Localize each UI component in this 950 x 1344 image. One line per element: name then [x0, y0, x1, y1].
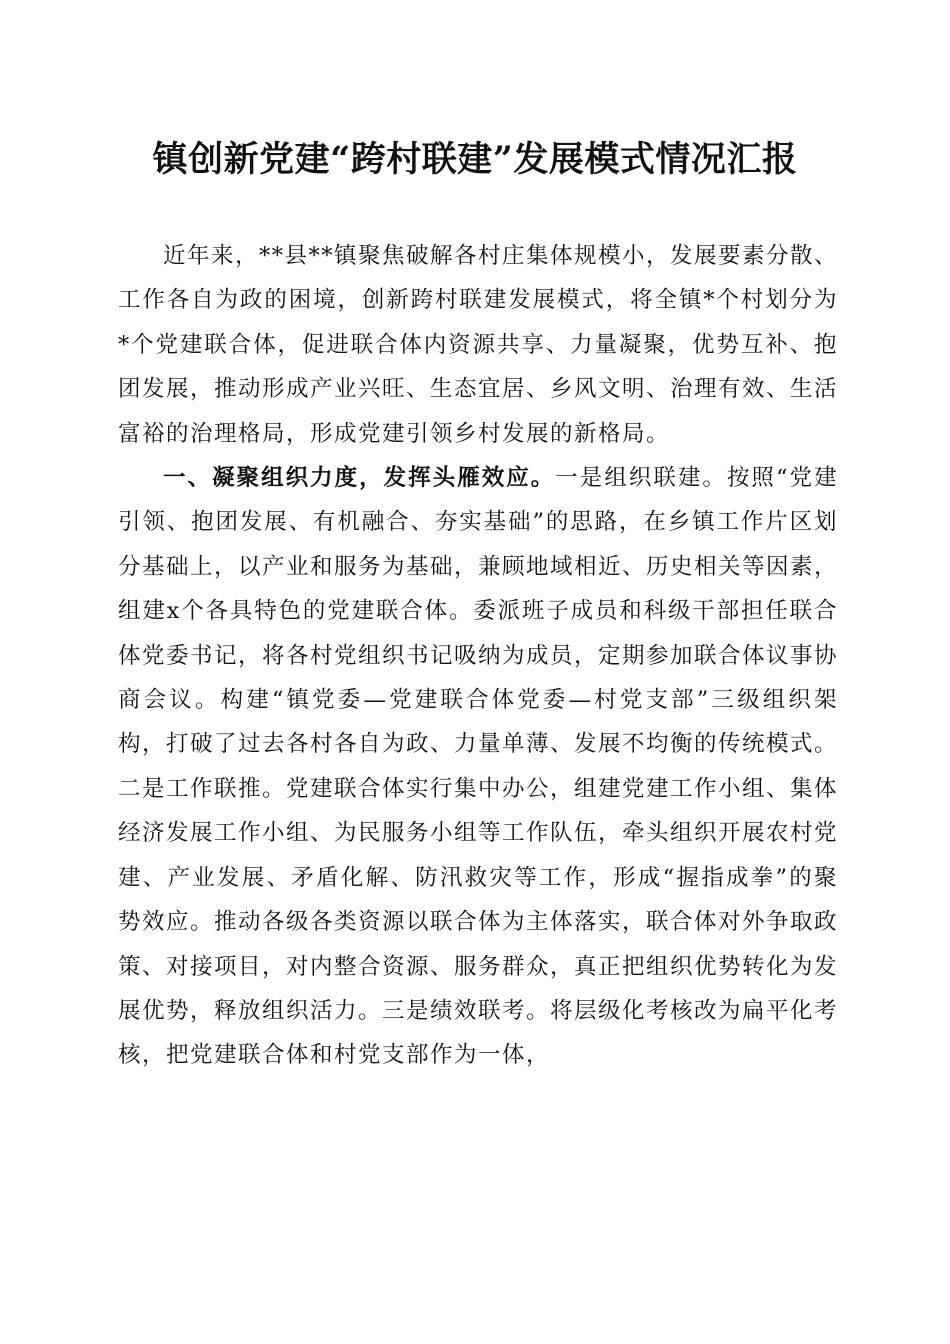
section-one-heading: 一、凝聚组织力度，发挥头雁效应。	[163, 465, 556, 492]
section-one-paragraph	[118, 456, 838, 1078]
document-body	[118, 234, 838, 1078]
intro-paragraph: 近年来，**县**镇聚焦破解各村庄集体规模小，发展要素分散、工作各自为政的困境，创新跨村联建发展模式，将全镇*个村划分为*个党建联合体，促进联合体内资源共享、力量凝聚，优势互补、抱团发展，推动形成产业兴旺、生态宜居、乡风文明、治理有效、生活富裕的治理格局，形成党建引领乡村发展的新格局。	[118, 243, 839, 447]
document-title: 镇创新党建“跨村联建”发展模式情况汇报	[152, 139, 798, 180]
section-one-text: 一是组织联建。按照“党建引领、抱团发展、有机融合、夯实基础”的思路，在乡镇工作片区划分基础上，以产业和服务为基础，兼顾地域相近、历史相关等因素，组建x个各具特色的党建联合体。委派班子成员和科级干部担任联合体党委书记，将各村党组织书记吸纳为成员，定期参加联合体议事协商会议。构建“镇党委—党建联合体党委—村党支部”三级组织架构，打破了过去各村各自为政、力量单薄、发展不均衡的传统模式。二是工作联推。党建联合体实行集中办公，组建党建工作小组、集体经济发展工作小组、为民服务小组等工作队伍，牵头组织开展农村党建、产业发展、矛盾化解、防汛救灾等工作，形成“握指成拳”的聚势效应。推动各级各类资源以联合体为主体落实，联合体对外争取政策、对接项目，对内整合资源、服务群众，真正把组织优势转化为发展优势，释放组织活力。三是绩效联考。将层级化考核改为扁平化考核，把党建联合体和村党支部作为一体，	[118, 465, 839, 1069]
